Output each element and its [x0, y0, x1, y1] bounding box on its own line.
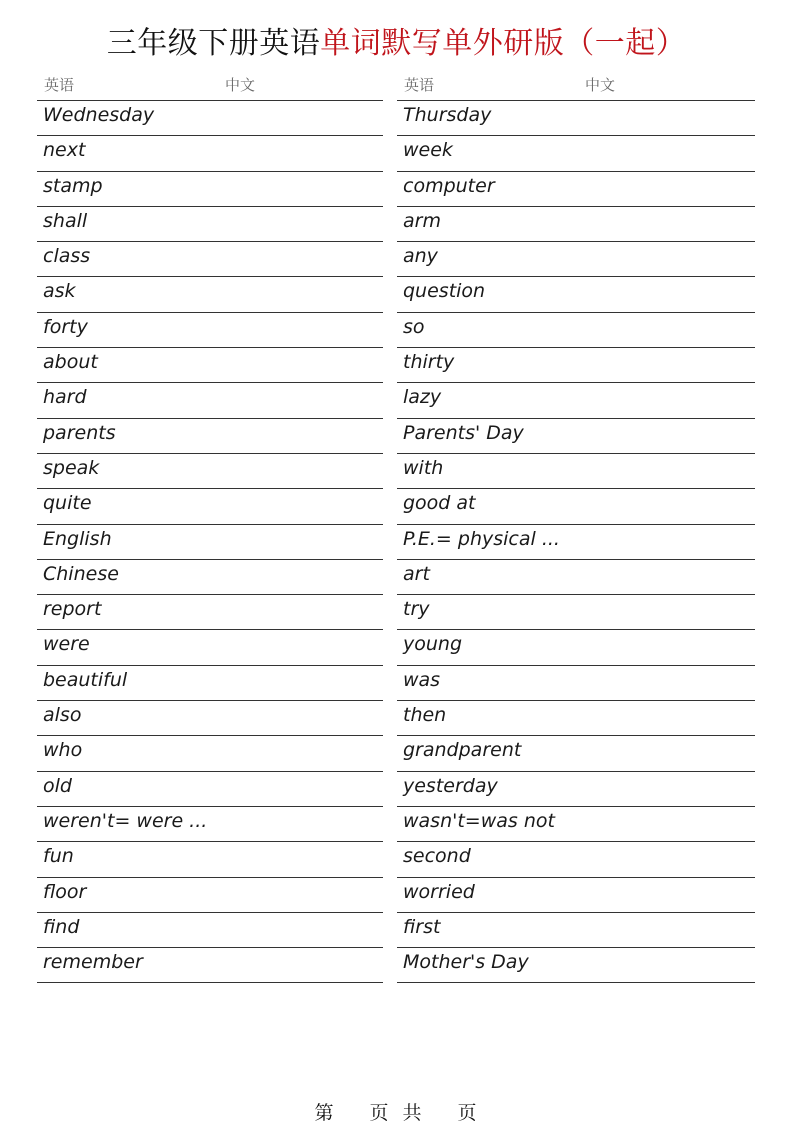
- word-row: [37, 454, 383, 489]
- english-word: any: [403, 245, 438, 268]
- english-word: worried: [403, 880, 475, 903]
- english-word: first: [403, 915, 441, 938]
- word-row: [37, 842, 383, 877]
- english-word: wasn't=was not: [403, 809, 555, 832]
- footer-part: 共: [402, 1102, 424, 1124]
- word-row: [397, 207, 755, 242]
- english-word: lazy: [403, 386, 442, 409]
- word-row: [397, 595, 755, 630]
- english-word: Wednesday: [43, 104, 155, 126]
- english-word: fun: [43, 845, 74, 868]
- english-word: question: [403, 280, 486, 303]
- english-word: class: [43, 245, 91, 268]
- word-row: [397, 277, 755, 312]
- english-word: art: [403, 562, 430, 585]
- english-word: Mother's Day: [403, 951, 529, 974]
- word-row: [37, 242, 383, 277]
- header-chinese: 中文: [225, 76, 256, 94]
- word-row: [37, 913, 383, 948]
- word-row: [397, 913, 755, 948]
- english-word: were: [43, 633, 90, 656]
- word-row: [397, 666, 755, 701]
- word-row: [397, 242, 755, 277]
- word-row: [37, 878, 383, 913]
- word-row: [37, 630, 383, 665]
- word-row: [37, 772, 383, 807]
- english-word: find: [43, 915, 80, 938]
- word-column-right: [397, 70, 755, 983]
- english-word: Parents' Day: [403, 421, 524, 444]
- word-rows: [397, 101, 755, 983]
- column-header: [37, 70, 383, 101]
- word-row: [397, 630, 755, 665]
- english-word: about: [43, 351, 98, 374]
- title-black: 三年级下册英语: [106, 26, 321, 61]
- english-word: so: [403, 315, 425, 338]
- english-word: Thursday: [403, 104, 492, 126]
- english-word: ask: [43, 280, 76, 303]
- word-row: [37, 383, 383, 418]
- column-header: [397, 70, 755, 101]
- english-word: then: [403, 704, 447, 727]
- english-word: forty: [43, 315, 88, 338]
- english-word: Chinese: [43, 562, 119, 585]
- word-row: [37, 948, 383, 983]
- word-row: [37, 560, 383, 595]
- word-row: [37, 701, 383, 736]
- header-english: 英语: [404, 76, 435, 94]
- word-row: [397, 842, 755, 877]
- english-word: speak: [43, 456, 100, 479]
- english-word: thirty: [403, 351, 455, 374]
- english-word: report: [43, 598, 102, 621]
- word-row: [37, 489, 383, 524]
- word-row: [397, 772, 755, 807]
- english-word: English: [43, 527, 112, 550]
- word-row: [397, 136, 755, 171]
- english-word: arm: [403, 209, 441, 232]
- english-word: week: [403, 139, 453, 162]
- english-word: computer: [403, 174, 495, 197]
- footer-part: 页: [369, 1102, 391, 1124]
- english-word: shall: [43, 209, 88, 232]
- english-word: yesterday: [403, 774, 498, 797]
- english-word: parents: [43, 421, 116, 444]
- word-row: [37, 666, 383, 701]
- word-row: [397, 383, 755, 418]
- english-word: P.E.= physical ...: [403, 527, 560, 550]
- english-word: quite: [43, 492, 92, 515]
- word-row: [37, 313, 383, 348]
- word-row: [397, 701, 755, 736]
- english-word: who: [43, 739, 83, 762]
- english-word: floor: [43, 880, 87, 903]
- word-row: [397, 807, 755, 842]
- word-row: [397, 489, 755, 524]
- english-word: weren't= were ...: [43, 809, 208, 832]
- english-word: stamp: [43, 174, 103, 197]
- word-row: [37, 207, 383, 242]
- header-chinese: 中文: [585, 76, 616, 94]
- word-rows: [37, 101, 383, 983]
- page-title: [0, 22, 793, 66]
- word-row: [37, 277, 383, 312]
- english-word: next: [43, 139, 86, 162]
- english-word: second: [403, 845, 471, 868]
- english-word: beautiful: [43, 668, 128, 691]
- word-row: [397, 313, 755, 348]
- word-row: [397, 348, 755, 383]
- english-word: old: [43, 774, 72, 797]
- english-word: with: [403, 456, 444, 479]
- word-row: [397, 560, 755, 595]
- title-red: 单词默写单外研版（一起）: [320, 26, 687, 61]
- word-row: [37, 136, 383, 171]
- word-row: [397, 419, 755, 454]
- english-word: was: [403, 668, 441, 691]
- word-row: [37, 736, 383, 771]
- word-column-left: [37, 70, 383, 983]
- word-row: [397, 736, 755, 771]
- english-word: remember: [43, 951, 143, 974]
- word-row: [37, 525, 383, 560]
- word-row: [37, 348, 383, 383]
- word-row: [37, 101, 383, 136]
- header-english: 英语: [44, 76, 75, 94]
- english-word: try: [403, 598, 430, 621]
- english-word: good at: [403, 492, 476, 515]
- word-row: [397, 172, 755, 207]
- english-word: young: [403, 633, 463, 656]
- footer-part: 页: [457, 1102, 479, 1124]
- word-row: [37, 172, 383, 207]
- word-row: [397, 454, 755, 489]
- english-word: grandparent: [403, 739, 522, 762]
- word-row: [397, 878, 755, 913]
- word-row: [37, 419, 383, 454]
- page-footer: [0, 1098, 793, 1125]
- word-row: [37, 807, 383, 842]
- word-row: [397, 525, 755, 560]
- word-row: [37, 595, 383, 630]
- footer-part: 第: [314, 1102, 336, 1124]
- english-word: also: [43, 704, 82, 727]
- word-row: [397, 101, 755, 136]
- english-word: hard: [43, 386, 87, 409]
- word-row: [397, 948, 755, 983]
